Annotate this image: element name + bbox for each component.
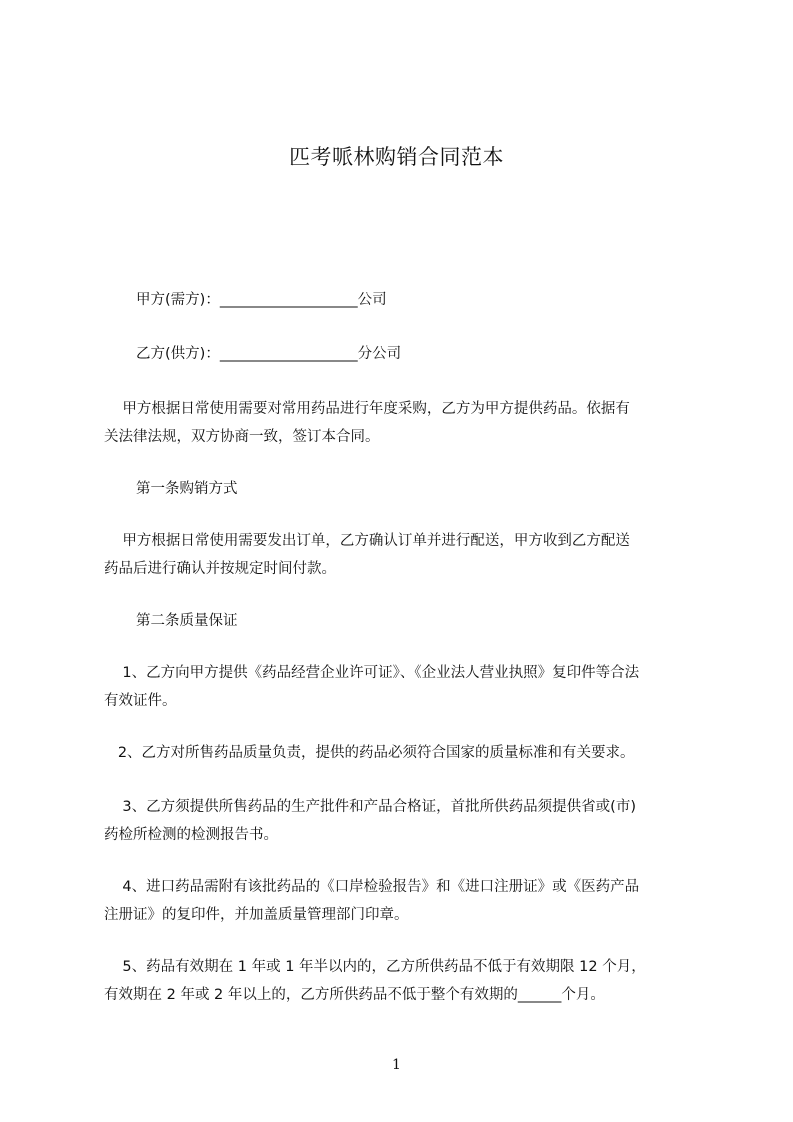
- clause-3-paragraph: [104, 793, 704, 849]
- clause-1-line-1: 1、乙方向甲方提供《药品经营企业许可证》、《企业法人营业执照》复印件等合法: [104, 665, 640, 681]
- clause-2-paragraph: [104, 739, 704, 767]
- clause-3-line-2: 药检所检测的检测报告书。: [104, 827, 278, 843]
- article-1-paragraph: [104, 527, 704, 583]
- page-number: 1: [392, 1057, 401, 1073]
- clause-5-line-1: 5、药品有效期在 1 年或 1 年半以内的，乙方所供药品不低于有效期限 12 个月，: [104, 959, 646, 975]
- article-1-line-2: 药品后进行确认并按规定时间付款。: [104, 561, 336, 577]
- clause-4-line-2: 注册证》的复印件，并加盖质量管理部门印章。: [104, 907, 409, 923]
- article-2-heading: 第二条质量保证: [136, 613, 238, 629]
- party-a-line: 甲方(需方)：___________________公司: [136, 292, 387, 308]
- intro-line-1: 甲方根据日常使用需要对常用药品进行年度采购，乙方为甲方提供药品。依据有: [104, 401, 630, 417]
- clause-4-line-1: 4、进口药品需附有该批药品的《口岸检验报告》和《进口注册证》或《医药产品: [104, 879, 640, 895]
- article-1-line-1: 甲方根据日常使用需要发出订单，乙方确认订单并进行配送，甲方收到乙方配送: [104, 533, 630, 549]
- clause-4-paragraph: [104, 873, 704, 929]
- article-1-heading: 第一条购销方式: [136, 481, 238, 497]
- clause-5-line-2: 有效期在 2 年或 2 年以上的，乙方所供药品不低于整个有效期的______个月。: [104, 987, 605, 1003]
- clause-5-paragraph: [104, 953, 704, 1009]
- intro-paragraph: [104, 395, 704, 451]
- clause-1-paragraph: [104, 659, 704, 715]
- document-title: 匹考哌林购销合同范本: [289, 145, 504, 169]
- clause-2-line-1: 2、乙方对所售药品质量负责，提供的药品必须符合国家的质量标准和有关要求。: [104, 745, 635, 761]
- clause-1-line-2: 有效证件。: [104, 693, 177, 709]
- party-b-line: 乙方(供方)：___________________分公司: [136, 346, 402, 362]
- clause-3-line-1: 3、乙方须提供所售药品的生产批件和产品合格证，首批所供药品须提供省或(市): [104, 799, 636, 815]
- intro-line-2: 关法律法规，双方协商一致，签订本合同。: [104, 429, 380, 445]
